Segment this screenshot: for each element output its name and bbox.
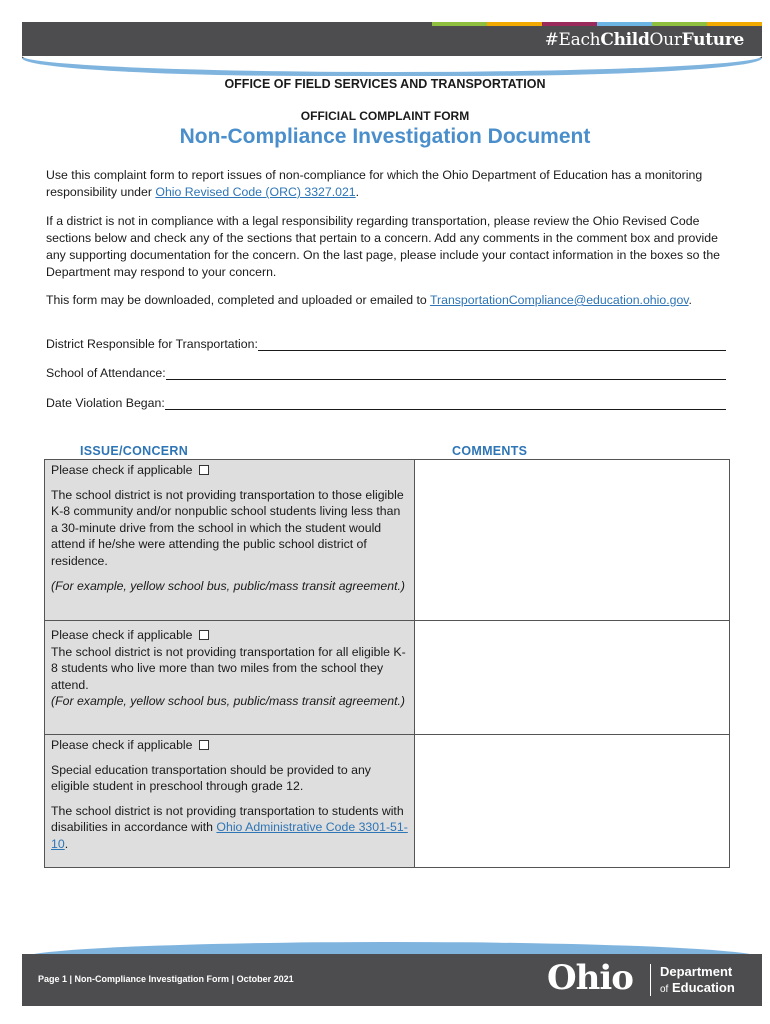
date-label: Date Violation Began:	[46, 396, 165, 410]
issue-text: Special education transportation should be provided to any eligible student in preschool through grade 12.	[51, 762, 371, 794]
hashtag-future: Future	[681, 30, 744, 50]
check-row	[51, 627, 408, 644]
footer-page-info: Page 1 | Non-Compliance Investigation Form | October 2021	[38, 974, 294, 984]
footer-bar	[22, 954, 762, 1006]
intro-p1-end: .	[355, 185, 360, 199]
school-field	[46, 366, 726, 380]
comment-box[interactable]	[415, 735, 730, 868]
stripe	[597, 22, 652, 26]
issue-text-2-end: .	[64, 836, 69, 851]
district-input[interactable]	[258, 338, 726, 351]
orc-link[interactable]: Ohio Revised Code (ORC) 3327.021	[155, 185, 356, 199]
hashtag-child: Child	[600, 30, 650, 50]
hashtag-hash: #	[544, 30, 559, 50]
ohio-logo: Ohio	[547, 958, 633, 998]
hashtag-our: Our	[649, 30, 682, 50]
stripe	[432, 22, 487, 26]
intro-paragraph-3	[46, 292, 726, 309]
check-label: Please check if applicable	[51, 463, 193, 477]
table-row	[45, 460, 730, 621]
oac-link[interactable]: Ohio Administrative Code 3301-51-10	[51, 820, 408, 851]
issues-table	[44, 459, 730, 868]
stripe	[707, 22, 762, 26]
stripe	[652, 22, 707, 26]
date-input[interactable]	[165, 397, 726, 410]
district-field	[46, 337, 726, 351]
issue-cell	[45, 460, 415, 621]
check-row	[51, 737, 408, 754]
school-label: School of Attendance:	[46, 366, 166, 380]
school-input[interactable]	[166, 367, 726, 380]
email-link[interactable]: TransportationCompliance@education.ohio.gov	[429, 293, 689, 307]
checkbox[interactable]	[199, 465, 209, 475]
intro-paragraph-2: If a district is not in compliance with a legal responsibility regarding transportation, please review the Ohio Revised Code sections below and check any of the sections that pertain to a concern. Add any comments in the comment box and provide any supporting documentation for the concern. On the last page, please include your contact information in the boxes so the Department may respond to your concern.	[46, 214, 721, 279]
intro-p1-text: Use this complaint form to report issues of non-compliance for which the Ohio Department of Education has a monitoring responsibility under	[46, 168, 703, 199]
hashtag-logo	[545, 30, 744, 50]
district-label: District Responsible for Transportation:	[46, 337, 258, 351]
stripe	[542, 22, 597, 26]
checkbox[interactable]	[199, 630, 209, 640]
page-title: Non-Compliance Investigation Document	[179, 125, 591, 148]
issue-example: (For example, yellow school bus, public/mass transit agreement.)	[51, 578, 406, 593]
dept-line-1: Department	[660, 964, 733, 979]
comment-box[interactable]	[415, 460, 730, 621]
dept-line-2: Education	[671, 980, 735, 995]
dept-of: of	[660, 984, 669, 995]
issue-text: The school district is not providing transportation for all eligible K-8 students who live more than two miles from the school they attend.	[51, 644, 406, 692]
office-heading: OFFICE OF FIELD SERVICES AND TRANSPORTATION	[224, 77, 546, 91]
logo-divider	[650, 964, 651, 996]
check-label: Please check if applicable	[51, 628, 193, 642]
stripe	[487, 22, 542, 26]
issue-cell	[45, 621, 415, 735]
table-row	[45, 735, 730, 868]
header-color-stripes	[432, 22, 762, 26]
intro-paragraph-1	[46, 167, 726, 201]
table-row	[45, 621, 730, 735]
form-type-heading: OFFICIAL COMPLAINT FORM	[300, 109, 470, 123]
department-logo	[660, 964, 735, 998]
intro-p3-end: .	[688, 293, 692, 307]
checkbox[interactable]	[199, 740, 209, 750]
issue-text-2	[51, 803, 408, 853]
intro-p3-text: This form may be downloaded, completed and uploaded or emailed to	[46, 293, 430, 307]
check-label: Please check if applicable	[51, 738, 193, 752]
issue-text: The school district is not providing transportation to those eligible K-8 community and/or nonpublic school students living less than a 30-minute drive from the school in which the student would attend if he/she were attending the public school district of residence.	[51, 487, 404, 568]
issue-text-2-body: The school district is not providing transportation to students with disabilities in accordance with	[51, 803, 404, 835]
comment-box[interactable]	[415, 621, 730, 735]
date-field	[46, 396, 726, 410]
issue-column-header: ISSUE/CONCERN	[80, 444, 189, 458]
comments-column-header: COMMENTS	[452, 444, 528, 458]
hashtag-each: Each	[558, 30, 601, 50]
issue-example: (For example, yellow school bus, public/mass transit agreement.)	[51, 694, 406, 709]
issue-cell	[45, 735, 415, 868]
check-row	[51, 462, 408, 479]
header-bar	[22, 22, 762, 58]
